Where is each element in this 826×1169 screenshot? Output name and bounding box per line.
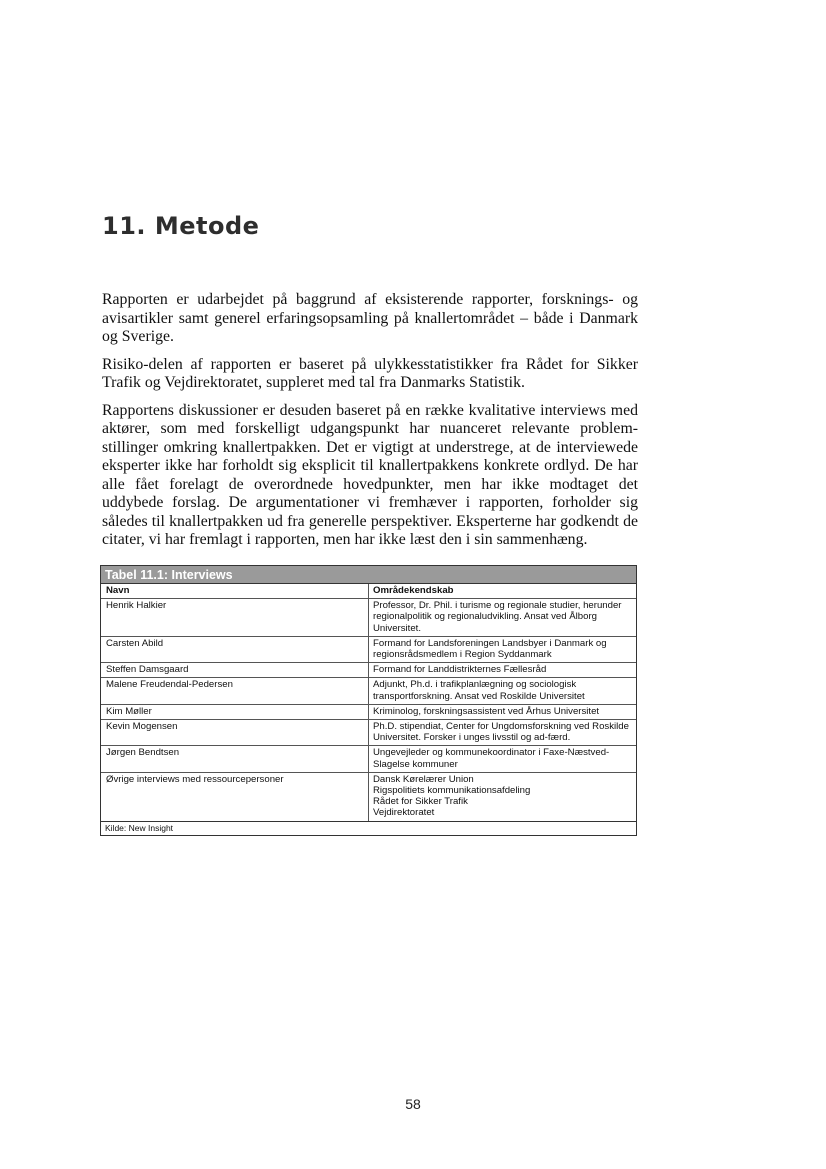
table-row bbox=[101, 637, 636, 663]
expertise-line: Rigspolitiets kommunikationsafdeling bbox=[373, 785, 531, 797]
column-header-expertise: Områdekendskab bbox=[373, 585, 454, 596]
interviews-table bbox=[100, 565, 637, 836]
expertise-line: Vejdirektoratet bbox=[373, 807, 435, 819]
table-row bbox=[101, 720, 636, 746]
cell-expertise bbox=[369, 773, 636, 821]
cell-expertise bbox=[369, 663, 636, 677]
cell-expertise bbox=[369, 599, 636, 636]
cell-name: Carsten Abild bbox=[101, 637, 369, 662]
expertise-line: Formand for Landsforeningen Landsbyer i Danmark og regionsrådsmedlem i Region Syddanmark bbox=[373, 637, 607, 661]
table-body bbox=[101, 599, 636, 821]
expertise-line: Professor, Dr. Phil. i turisme og regionale studier, herunder regionalpolitik og regionaludvikling. Ansat ved Ålborg Universitet. bbox=[373, 600, 622, 634]
cell-name: Jørgen Bendtsen bbox=[101, 746, 369, 771]
table-caption: Tabel 11.1: Interviews bbox=[101, 566, 636, 584]
paragraph: Rapportens diskussioner er desuden baseret på en række kvalitative interviews med aktører, som med forskelligt udgangspunkt har nuanceret relevante problem-stillinger omkring knallertpakken. Det er vigtigt at understrege, at de interviewede eksperter ikke har forholdt sig eksplicit til knallertpakkens konkrete ordlyd. De har alle fået forelagt de overordnede hovedpunkter, men har ikke modtaget det uddybede forslag. De argumentationer vi fremhæver i rapporten, forholder sig således til knallertpakken ud fra generelle perspektiver. Eksperterne har godkendt de citater, vi har fremlagt i rapporten, men har ikke læst den i sin sammenhæng. bbox=[102, 401, 638, 548]
page-heading: 11. Metode bbox=[102, 212, 260, 240]
table-row bbox=[101, 773, 636, 822]
expertise-line: Rådet for Sikker Trafik bbox=[373, 796, 468, 808]
table-source: Kilde: New Insight bbox=[105, 822, 174, 833]
paragraph: Rapporten er udarbejdet på baggrund af eksisterende rapporter, forsknings- og avisartikler samt generel erfaringsopsamling på knallertområdet – både i Danmark og Sverige. bbox=[102, 291, 638, 345]
cell-name: Steffen Damsgaard bbox=[101, 663, 369, 677]
table-row bbox=[101, 663, 636, 678]
expertise-line: Ph.D. stipendiat, Center for Ungdomsforskning ved Roskilde Universitet. Forsker i unges livsstil og ad-færd. bbox=[373, 721, 629, 744]
cell-expertise bbox=[369, 705, 636, 719]
table-header-row bbox=[101, 584, 636, 599]
body-text bbox=[102, 291, 638, 559]
table-row bbox=[101, 599, 636, 637]
cell-name: Kevin Mogensen bbox=[101, 720, 369, 745]
paragraph: Risiko-delen af rapporten er baseret på ulykkesstatistikker fra Rådet for Sikker Trafik og Vejdirektoratet, suppleret med tal fra Danmarks Statistik. bbox=[102, 355, 638, 391]
cell-expertise bbox=[369, 720, 636, 745]
expertise-line: Ungevejleder og kommunekoordinator i Faxe-Næstved-Slagelse kommuner bbox=[373, 747, 610, 770]
cell-expertise bbox=[369, 678, 636, 703]
cell-expertise bbox=[369, 637, 636, 662]
cell-name: Øvrige interviews med ressourcepersoner bbox=[101, 773, 369, 821]
cell-name: Malene Freudendal-Pedersen bbox=[101, 678, 369, 703]
expertise-line: Kriminolog, forskningsassistent ved Århus Universitet bbox=[373, 705, 600, 717]
cell-name: Kim Møller bbox=[101, 705, 369, 719]
table-row bbox=[101, 678, 636, 704]
page-number: 58 bbox=[405, 1096, 421, 1112]
column-header-name: Navn bbox=[101, 584, 369, 598]
table-row bbox=[101, 746, 636, 772]
expertise-line: Formand for Landdistrikternes Fællesråd bbox=[373, 664, 547, 676]
table-row bbox=[101, 705, 636, 720]
expertise-line: Adjunkt, Ph.d. i trafikplanlægning og sociologisk transportforskning. Ansat ved Roskilde Universitet bbox=[373, 679, 585, 702]
cell-name: Henrik Halkier bbox=[101, 599, 369, 636]
cell-expertise bbox=[369, 746, 636, 771]
expertise-line: Dansk Kørelærer Union bbox=[373, 773, 474, 785]
